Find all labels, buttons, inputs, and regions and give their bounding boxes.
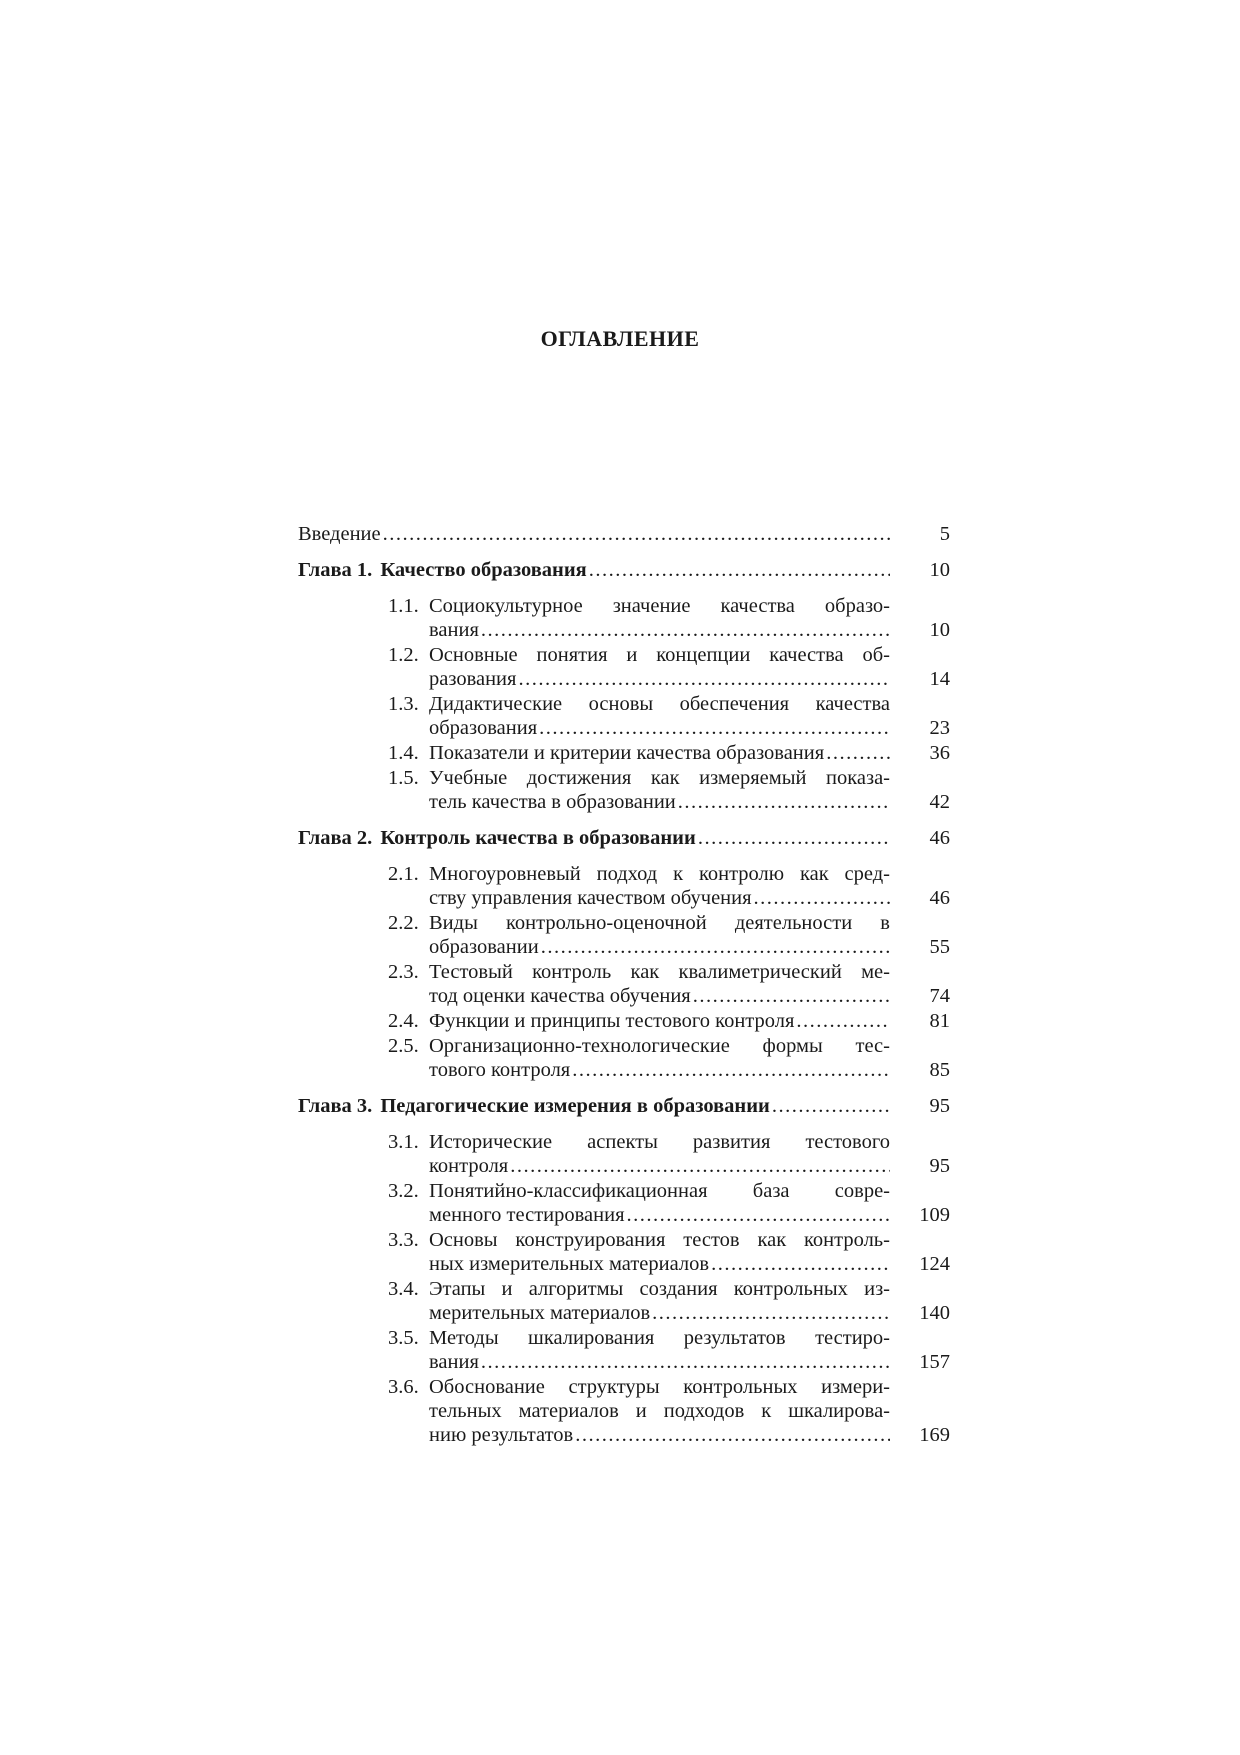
- dot-leader: [481, 1350, 890, 1374]
- section-title-last-line: тового контроля: [429, 1059, 571, 1081]
- section-title-last-line: нию результатов: [429, 1424, 574, 1446]
- dot-leader: [754, 886, 890, 910]
- dot-leader: [693, 984, 890, 1008]
- section-title-last-line: Функции и принципы тестового контроля: [429, 1010, 795, 1032]
- section-title-line: Понятийно-классификационная база совре-: [429, 1180, 890, 1202]
- toc-section-entry[interactable]: [298, 1326, 950, 1374]
- chapter-block: [298, 826, 950, 1082]
- page-number: 109: [919, 1204, 950, 1226]
- section-title-last-line: вания: [429, 1351, 479, 1373]
- dot-leader: [383, 522, 890, 546]
- section-title-line: Обоснование структуры контрольных измери-: [429, 1376, 890, 1398]
- page-number: 14: [929, 668, 950, 690]
- page-number: 85: [929, 1059, 950, 1081]
- toc-chapter-entry[interactable]: [298, 826, 950, 850]
- dot-leader: [481, 618, 890, 642]
- section-title-line: Методы шкалирования результатов тестиро-: [429, 1327, 890, 1349]
- dot-leader: [698, 826, 890, 850]
- section-number: 1.5.: [388, 767, 419, 789]
- section-number: 3.4.: [388, 1278, 419, 1300]
- section-title-line: Основы конструирования тестов как контроль-: [429, 1229, 890, 1251]
- section-list: [298, 862, 950, 1082]
- section-title-line: тельных материалов и подходов к шкалирова-: [429, 1400, 890, 1422]
- page-number: 23: [929, 717, 950, 739]
- toc-section-entry[interactable]: [298, 692, 950, 740]
- toc-section-entry[interactable]: [298, 1009, 950, 1033]
- section-title-line: Многоуровневый подход к контролю как сред-: [429, 863, 890, 885]
- toc-section-entry[interactable]: [298, 862, 950, 910]
- section-title-line: Этапы и алгоритмы создания контрольных из-: [429, 1278, 890, 1300]
- toc-section-entry[interactable]: [298, 1228, 950, 1276]
- intro-label: Введение: [298, 523, 381, 545]
- chapter-block: [298, 1094, 950, 1447]
- toc-section-entry[interactable]: [298, 741, 950, 765]
- toc-section-entry[interactable]: [298, 1179, 950, 1227]
- section-title-line: Социокультурное значение качества образо-: [429, 595, 890, 617]
- dot-leader: [589, 558, 890, 582]
- page-number: 124: [919, 1253, 950, 1275]
- section-list: [298, 594, 950, 814]
- section-number: 3.6.: [388, 1376, 419, 1398]
- page-number: 140: [919, 1302, 950, 1324]
- section-title-last-line: ству управления качеством обучения: [429, 887, 752, 909]
- section-title-line: Виды контрольно-оценочной деятельности в: [429, 912, 890, 934]
- section-list: [298, 1130, 950, 1447]
- section-number: 3.5.: [388, 1327, 419, 1349]
- section-title-last-line: образования: [429, 717, 538, 739]
- dot-leader: [510, 1154, 890, 1178]
- page-number: 55: [929, 936, 950, 958]
- section-title-last-line: ных измерительных материалов: [429, 1253, 710, 1275]
- section-number: 1.2.: [388, 644, 419, 666]
- toc-section-entry[interactable]: [298, 911, 950, 959]
- section-title-last-line: образовании: [429, 936, 539, 958]
- dot-leader: [518, 667, 890, 691]
- section-title-line: Основные понятия и концепции качества об-: [429, 644, 890, 666]
- dot-leader: [796, 1009, 890, 1033]
- dot-leader: [541, 935, 890, 959]
- dot-leader: [772, 1094, 890, 1118]
- section-number: 1.4.: [388, 742, 419, 764]
- toc-chapter-entry[interactable]: [298, 558, 950, 582]
- chapter-title: Качество образования: [380, 559, 587, 581]
- page-number: 5: [939, 523, 950, 545]
- section-title-last-line: Показатели и критерии качества образования: [429, 742, 825, 764]
- section-title-line: Исторические аспекты развития тестового: [429, 1131, 890, 1153]
- dot-leader: [826, 741, 890, 765]
- section-number: 1.1.: [388, 595, 419, 617]
- toc-section-entry[interactable]: [298, 960, 950, 1008]
- chapter-label: Глава 3.: [298, 1095, 373, 1117]
- dot-leader: [627, 1203, 890, 1227]
- section-title-last-line: мерительных материалов: [429, 1302, 651, 1324]
- section-title-last-line: разования: [429, 668, 517, 690]
- table-of-contents: [298, 522, 950, 1459]
- page-number: 10: [929, 559, 950, 581]
- chapter-title: Контроль качества в образовании: [380, 827, 696, 849]
- page-title: ОГЛАВЛЕНИЕ: [540, 326, 700, 351]
- section-number: 2.3.: [388, 961, 419, 983]
- toc-section-entry[interactable]: [298, 1130, 950, 1178]
- section-title-last-line: вания: [429, 619, 479, 641]
- page-number: 10: [929, 619, 950, 641]
- section-number: 2.5.: [388, 1035, 419, 1057]
- dot-leader: [711, 1252, 890, 1276]
- section-number: 3.1.: [388, 1131, 419, 1153]
- section-number: 2.1.: [388, 863, 419, 885]
- page-number: 157: [919, 1351, 950, 1373]
- page-number: 95: [929, 1095, 950, 1117]
- page-number: 46: [929, 887, 950, 909]
- toc-section-entry[interactable]: [298, 1034, 950, 1082]
- section-number: 2.4.: [388, 1010, 419, 1032]
- page-number: 169: [919, 1424, 950, 1446]
- chapter-label: Глава 2.: [298, 827, 373, 849]
- section-title-last-line: тель качества в образовании: [429, 791, 676, 813]
- dot-leader: [575, 1423, 890, 1447]
- section-title-line: Организационно-технологические формы тес-: [429, 1035, 890, 1057]
- chapter-label: Глава 1.: [298, 559, 373, 581]
- page-number: 81: [929, 1010, 950, 1032]
- dot-leader: [652, 1301, 890, 1325]
- toc-section-entry[interactable]: [298, 1277, 950, 1325]
- section-number: 1.3.: [388, 693, 419, 715]
- page-number: 74: [929, 985, 950, 1007]
- section-title-last-line: контроля: [429, 1155, 509, 1177]
- toc-chapter-entry[interactable]: [298, 1094, 950, 1118]
- toc-section-entry[interactable]: [298, 766, 950, 814]
- page-number: 42: [929, 791, 950, 813]
- chapter-title: Педагогические измерения в образовании: [380, 1095, 770, 1117]
- section-title-last-line: менного тестирования: [429, 1204, 625, 1226]
- page-number: 95: [929, 1155, 950, 1177]
- section-number: 3.2.: [388, 1180, 419, 1202]
- section-number: 3.3.: [388, 1229, 419, 1251]
- section-title-last-line: тод оценки качества обучения: [429, 985, 691, 1007]
- section-title-line: Тестовый контроль как квалиметрический ме-: [429, 961, 890, 983]
- page-number: 36: [929, 742, 950, 764]
- chapter-block: [298, 558, 950, 814]
- toc-section-entry[interactable]: [298, 643, 950, 691]
- section-title-line: Дидактические основы обеспечения качества: [429, 693, 890, 715]
- section-number: 2.2.: [388, 912, 419, 934]
- toc-section-entry[interactable]: [298, 1375, 950, 1447]
- dot-leader: [678, 790, 890, 814]
- toc-section-entry[interactable]: [298, 594, 950, 642]
- dot-leader: [572, 1058, 890, 1082]
- page-number: 46: [929, 827, 950, 849]
- section-title-line: Учебные достижения как измеряемый показа-: [429, 767, 890, 789]
- dot-leader: [539, 716, 890, 740]
- toc-intro-entry[interactable]: [298, 522, 950, 546]
